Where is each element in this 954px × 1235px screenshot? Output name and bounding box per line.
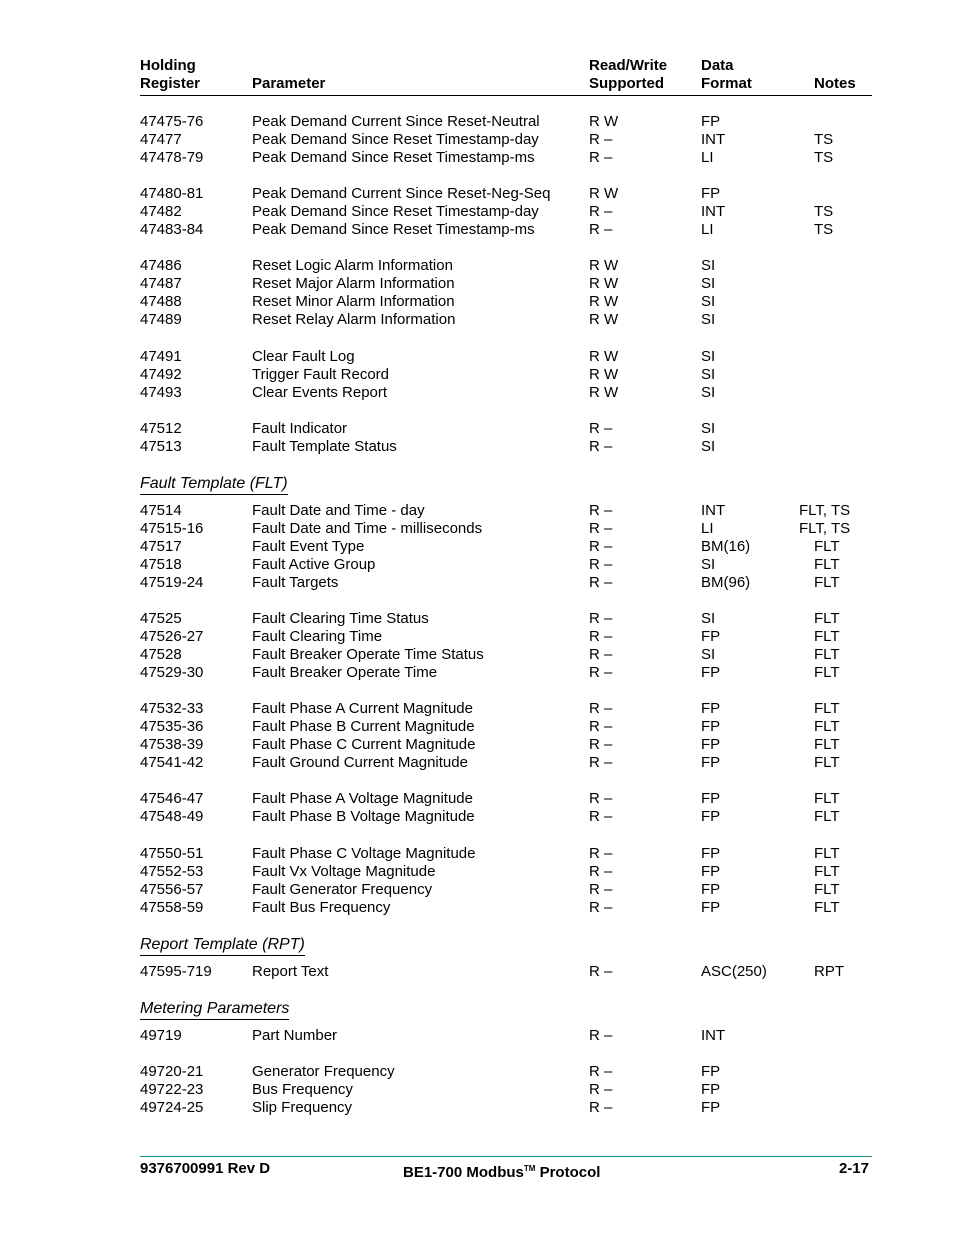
read-write-cell: R W [589, 293, 619, 311]
parameter-cell: Fault Date and Time - day [252, 501, 425, 519]
parameter-cell: Fault Indicator [252, 419, 348, 437]
read-write-cell: R – [589, 962, 613, 980]
data-format-cell: FP [701, 790, 721, 808]
register-cell: 47528 [140, 646, 182, 664]
data-format-cell: SI [701, 437, 716, 455]
register-cell: 47488 [140, 293, 182, 311]
register-cell: 47480-81 [140, 185, 204, 203]
table-row [140, 520, 872, 538]
table-row [140, 808, 872, 826]
parameter-cell: Peak Demand Current Since Reset-Neg-Seq [252, 185, 551, 203]
register-cell: 47558-59 [140, 898, 204, 916]
table-row [140, 257, 872, 275]
register-cell: 47487 [140, 275, 182, 293]
register-cell: 47526-27 [140, 628, 204, 646]
read-write-cell: R – [589, 880, 613, 898]
data-format-cell: SI [701, 257, 716, 275]
read-write-cell: R W [589, 113, 619, 130]
table-row [140, 664, 872, 682]
register-cell: 47538-39 [140, 736, 204, 754]
table-row [140, 700, 872, 718]
parameter-cell: Peak Demand Since Reset Timestamp-ms [252, 149, 535, 167]
header-holding-register [140, 57, 200, 93]
table-row [140, 1099, 872, 1117]
read-write-cell: R – [589, 1026, 613, 1044]
table-row [140, 845, 872, 863]
data-format-cell: INT [701, 501, 726, 519]
read-write-cell: R – [589, 501, 613, 519]
table-row [140, 131, 872, 149]
header-rw-line1: Read/Write [589, 57, 668, 74]
register-cell: 49719 [140, 1026, 182, 1044]
notes-cell: FLT [814, 664, 840, 682]
notes-cell: FLT [814, 628, 840, 646]
parameter-cell: Fault Phase B Voltage Magnitude [252, 808, 475, 826]
parameter-cell: Fault Phase A Voltage Magnitude [252, 790, 473, 808]
data-format-cell: FP [701, 700, 721, 718]
parameter-cell: Bus Frequency [252, 1080, 353, 1098]
read-write-cell: R W [589, 185, 619, 203]
parameter-cell: Fault Phase C Voltage Magnitude [252, 844, 476, 862]
data-format-cell: SI [701, 555, 716, 573]
footer-title-text: BE1-700 Modbus [403, 1164, 524, 1181]
read-write-cell: R – [589, 1098, 613, 1116]
read-write-cell: R – [589, 573, 613, 591]
notes-cell: FLT [814, 646, 840, 664]
register-cell: 47595-719 [140, 962, 212, 980]
data-format-cell: SI [701, 347, 716, 365]
parameter-cell: Report Text [252, 962, 329, 980]
table-row [140, 963, 872, 981]
read-write-cell: R W [589, 365, 619, 383]
table-row [140, 538, 872, 556]
parameter-cell: Fault Phase C Current Magnitude [252, 736, 476, 754]
header-df-line1: Data [701, 57, 734, 74]
table-row [140, 610, 872, 628]
parameter-cell: Fault Clearing Time [252, 628, 383, 646]
read-write-cell: R W [589, 383, 619, 401]
read-write-cell: R – [589, 646, 613, 664]
register-cell: 47546-47 [140, 790, 204, 808]
parameter-cell: Fault Template Status [252, 437, 397, 455]
table-row [140, 556, 872, 574]
read-write-cell: R – [589, 628, 613, 646]
table-row [140, 348, 872, 366]
read-write-cell: R – [589, 664, 613, 682]
register-cell: 47532-33 [140, 700, 204, 718]
data-format-cell: FP [701, 736, 721, 754]
register-cell: 47482 [140, 203, 182, 221]
data-format-cell: BM(16) [701, 537, 751, 555]
read-write-cell: R – [589, 610, 613, 627]
parameter-cell: Peak Demand Since Reset Timestamp-day [252, 131, 539, 149]
parameter-cell: Fault Phase A Current Magnitude [252, 700, 473, 718]
data-format-cell: SI [701, 365, 716, 383]
read-write-cell: R – [589, 844, 613, 862]
data-format-cell: FP [701, 880, 721, 898]
parameter-cell: Fault Targets [252, 573, 339, 591]
table-row [140, 221, 872, 239]
parameter-cell: Slip Frequency [252, 1098, 353, 1116]
table-row [140, 628, 872, 646]
register-cell: 47486 [140, 257, 182, 275]
notes-cell: TS [814, 149, 834, 167]
register-cell: 47491 [140, 347, 182, 365]
register-cell: 47515-16 [140, 519, 204, 537]
read-write-cell: R W [589, 311, 619, 329]
footer-title [403, 1160, 600, 1182]
header-read-write [589, 57, 667, 93]
read-write-cell: R – [589, 790, 613, 808]
notes-cell: TS [814, 221, 834, 239]
parameter-cell: Trigger Fault Record [252, 365, 389, 383]
data-format-cell: LI [701, 221, 714, 239]
notes-cell: FLT [814, 754, 840, 772]
data-format-cell: FP [701, 808, 721, 826]
notes-cell: FLT [814, 555, 840, 573]
data-format-cell: SI [701, 275, 716, 293]
data-format-cell: FP [701, 185, 721, 203]
data-format-cell: FP [701, 113, 721, 130]
parameter-cell: Generator Frequency [252, 1062, 395, 1080]
register-cell: 47478-79 [140, 149, 204, 167]
table-row [140, 149, 872, 167]
read-write-cell: R – [589, 754, 613, 772]
data-format-cell: ASC(250) [701, 962, 767, 980]
notes-cell: FLT [814, 736, 840, 754]
table-row [140, 574, 872, 592]
register-cell: 47550-51 [140, 844, 204, 862]
notes-cell: FLT [814, 862, 840, 880]
read-write-cell: R – [589, 221, 613, 239]
parameter-cell: Fault Bus Frequency [252, 898, 391, 916]
register-cell: 47529-30 [140, 664, 204, 682]
register-cell: 49724-25 [140, 1098, 204, 1116]
table-header [140, 57, 872, 96]
table-row [140, 366, 872, 384]
read-write-cell: R W [589, 275, 619, 293]
register-cell: 47518 [140, 555, 182, 573]
register-cell: 47517 [140, 537, 182, 555]
table-row [140, 899, 872, 917]
parameter-cell: Fault Date and Time - milliseconds [252, 519, 483, 537]
footer-title-suffix: Protocol [535, 1164, 601, 1181]
notes-cell: FLT [814, 808, 840, 826]
parameter-cell: Peak Demand Since Reset Timestamp-ms [252, 221, 535, 239]
parameter-cell: Reset Logic Alarm Information [252, 257, 453, 275]
parameter-cell: Part Number [252, 1026, 338, 1044]
data-format-cell: FP [701, 718, 721, 736]
page-footer [140, 1156, 872, 1181]
table-row [140, 502, 872, 520]
parameter-cell: Fault Generator Frequency [252, 880, 433, 898]
data-format-cell: FP [701, 664, 721, 682]
header-holding-line2: Register [140, 75, 201, 92]
data-format-cell: SI [701, 610, 716, 627]
parameter-cell: Fault Breaker Operate Time Status [252, 646, 484, 664]
table-row [140, 185, 872, 203]
register-cell: 47483-84 [140, 221, 204, 239]
data-format-cell: LI [701, 149, 714, 167]
table-row [140, 113, 872, 131]
register-cell: 49722-23 [140, 1080, 204, 1098]
register-cell: 49720-21 [140, 1062, 204, 1080]
read-write-cell: R – [589, 898, 613, 916]
header-data-format [701, 57, 752, 93]
notes-cell: FLT [814, 700, 840, 718]
notes-cell: FLT [814, 790, 840, 808]
table-row [140, 881, 872, 899]
table-row [140, 1063, 872, 1081]
parameter-cell: Reset Minor Alarm Information [252, 293, 455, 311]
data-format-cell: FP [701, 844, 721, 862]
data-format-cell: SI [701, 383, 716, 401]
data-format-cell: FP [701, 1080, 721, 1098]
register-cell: 47548-49 [140, 808, 204, 826]
register-cell: 47489 [140, 311, 182, 329]
notes-cell: FLT, TS [799, 501, 851, 519]
register-cell: 47525 [140, 610, 182, 627]
table-row [140, 438, 872, 456]
parameter-cell: Reset Relay Alarm Information [252, 311, 456, 329]
table-row [140, 754, 872, 772]
read-write-cell: R – [589, 700, 613, 718]
table-row [140, 1027, 872, 1045]
data-format-cell: FP [701, 862, 721, 880]
parameter-cell: Fault Phase B Current Magnitude [252, 718, 475, 736]
notes-cell: FLT, TS [799, 519, 851, 537]
table-row [140, 275, 872, 293]
notes-cell: FLT [814, 537, 840, 555]
data-format-cell: SI [701, 419, 716, 437]
notes-cell: RPT [814, 962, 844, 980]
parameter-cell: Reset Major Alarm Information [252, 275, 455, 293]
read-write-cell: R – [589, 419, 613, 437]
read-write-cell: R – [589, 736, 613, 754]
data-format-cell: BM(96) [701, 573, 751, 591]
notes-cell: FLT [814, 573, 840, 591]
table-row [140, 863, 872, 881]
table-row [140, 203, 872, 221]
table-row [140, 420, 872, 438]
parameter-cell: Fault Clearing Time Status [252, 610, 429, 627]
read-write-cell: R – [589, 718, 613, 736]
notes-cell: FLT [814, 844, 840, 862]
read-write-cell: R – [589, 131, 613, 149]
table-row [140, 1081, 872, 1099]
parameter-cell: Fault Event Type [252, 537, 365, 555]
data-format-cell: INT [701, 1026, 726, 1044]
read-write-cell: R – [589, 1062, 613, 1080]
table-row [140, 384, 872, 402]
data-format-cell: LI [701, 519, 714, 537]
register-cell: 47492 [140, 365, 182, 383]
register-cell: 47519-24 [140, 573, 204, 591]
data-format-cell: FP [701, 754, 721, 772]
register-cell: 47552-53 [140, 862, 204, 880]
header-parameter: Parameter [252, 75, 326, 92]
parameter-cell: Clear Events Report [252, 383, 388, 401]
table-row [140, 646, 872, 664]
notes-cell: FLT [814, 880, 840, 898]
data-format-cell: SI [701, 293, 716, 311]
read-write-cell: R – [589, 862, 613, 880]
register-cell: 47514 [140, 501, 182, 519]
table-row [140, 293, 872, 311]
section-heading: Fault Template (FLT) [140, 474, 288, 495]
read-write-cell: R – [589, 1080, 613, 1098]
register-cell: 47513 [140, 437, 182, 455]
read-write-cell: R – [589, 555, 613, 573]
section-heading: Metering Parameters [140, 999, 289, 1020]
data-format-cell: FP [701, 1062, 721, 1080]
register-cell: 47535-36 [140, 718, 204, 736]
parameter-cell: Clear Fault Log [252, 347, 355, 365]
header-df-line2: Format [701, 75, 752, 92]
footer-page-number: 2-17 [838, 1160, 869, 1177]
register-cell: 47541-42 [140, 754, 204, 772]
table-row [140, 311, 872, 329]
data-format-cell: INT [701, 131, 726, 149]
read-write-cell: R – [589, 203, 613, 221]
data-format-cell: FP [701, 898, 721, 916]
notes-cell: FLT [814, 610, 840, 627]
notes-cell: FLT [814, 718, 840, 736]
register-cell: 47512 [140, 419, 182, 437]
read-write-cell: R W [589, 257, 619, 275]
parameter-cell: Fault Ground Current Magnitude [252, 754, 468, 772]
parameter-cell: Peak Demand Current Since Reset-Neutral [252, 113, 540, 130]
parameter-cell: Fault Active Group [252, 555, 376, 573]
header-notes: Notes [814, 75, 856, 92]
register-cell: 47493 [140, 383, 182, 401]
parameter-cell: Fault Vx Voltage Magnitude [252, 862, 436, 880]
parameter-cell: Peak Demand Since Reset Timestamp-day [252, 203, 539, 221]
parameter-cell: Fault Breaker Operate Time [252, 664, 438, 682]
data-format-cell: INT [701, 203, 726, 221]
section-heading: Report Template (RPT) [140, 935, 305, 956]
data-format-cell: FP [701, 1098, 721, 1116]
notes-cell: TS [814, 131, 834, 149]
register-cell: 47477 [140, 131, 182, 149]
read-write-cell: R – [589, 149, 613, 167]
register-cell: 47556-57 [140, 880, 204, 898]
data-format-cell: FP [701, 628, 721, 646]
footer-doc-number: 9376700991 Rev D [140, 1160, 271, 1177]
read-write-cell: R – [589, 537, 613, 555]
table-row [140, 790, 872, 808]
notes-cell: TS [814, 203, 834, 221]
data-format-cell: SI [701, 646, 716, 664]
register-cell: 47475-76 [140, 113, 204, 130]
footer-trademark: TM [523, 1164, 536, 1173]
read-write-cell: R W [589, 347, 619, 365]
header-rw-line2: Supported [589, 75, 664, 92]
data-format-cell: SI [701, 311, 716, 329]
table-row [140, 736, 872, 754]
header-holding-line1: Holding [140, 57, 196, 74]
read-write-cell: R – [589, 519, 613, 537]
notes-cell: FLT [814, 898, 840, 916]
table-row [140, 718, 872, 736]
read-write-cell: R – [589, 808, 613, 826]
read-write-cell: R – [589, 437, 613, 455]
